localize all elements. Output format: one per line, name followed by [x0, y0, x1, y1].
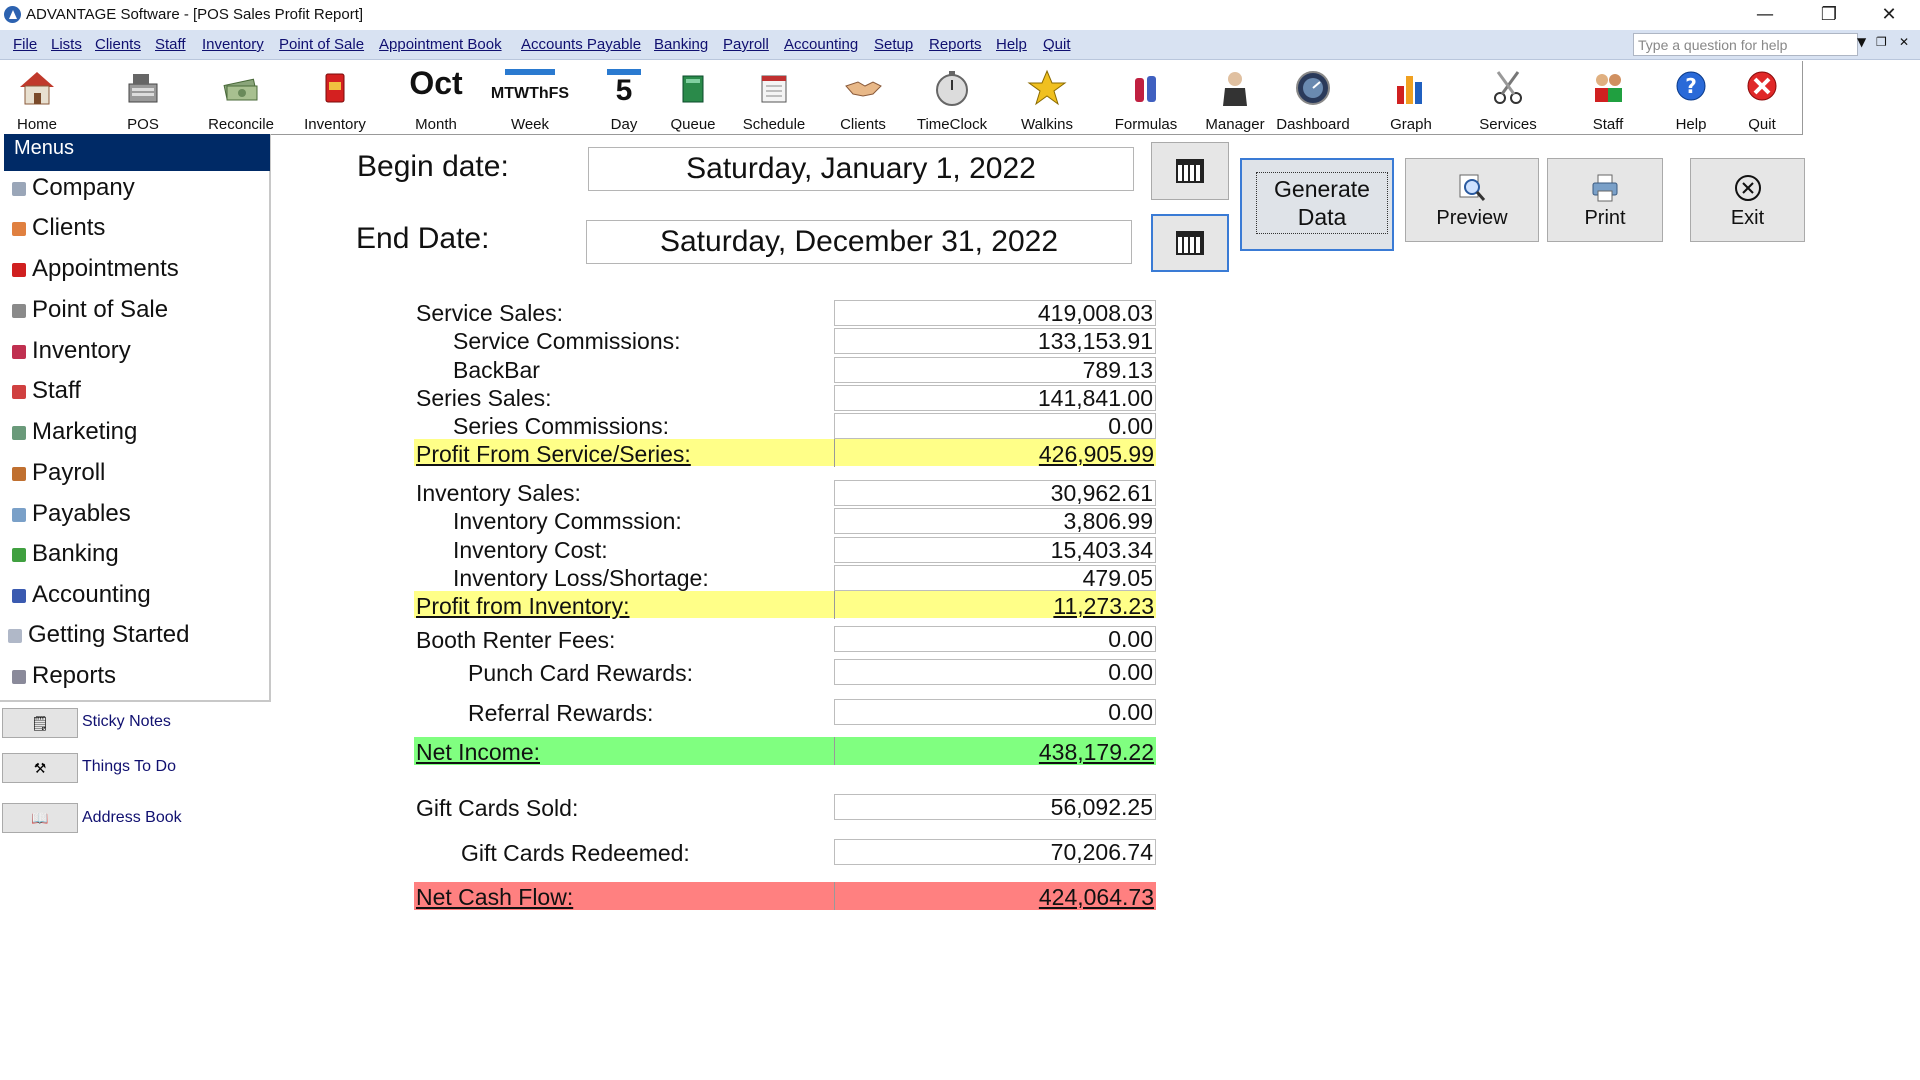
toolbar-week-button[interactable]	[490, 61, 570, 135]
generate-data-focus	[1256, 172, 1388, 234]
toolbar-home-button[interactable]	[12, 61, 62, 135]
sidebar-header: Menus	[4, 134, 270, 171]
toolbar-day-button[interactable]	[599, 61, 649, 135]
calendar-icon	[1176, 159, 1204, 183]
day-calendar-icon: 5	[615, 74, 633, 107]
month-calendar-icon: Oct	[409, 65, 463, 101]
things-to-do-link[interactable]: Things To Do	[82, 758, 176, 775]
exit-button[interactable]	[1690, 158, 1805, 242]
help-question-icon	[1671, 68, 1711, 108]
formulas-bottles-icon	[1126, 68, 1166, 108]
referral-label: Referral Rewards:	[468, 700, 654, 726]
inventory-commission-value: 3,806.99	[834, 508, 1156, 534]
sidebar-item-label: Appointments	[32, 255, 179, 282]
menu-payroll[interactable]: Payroll	[723, 36, 769, 53]
gift-redeemed-value: 70,206.74	[834, 839, 1156, 865]
sidebar-item-label: Clients	[32, 214, 106, 241]
toolbar-inventory-button[interactable]	[304, 61, 366, 135]
sidebar-item-label: Marketing	[32, 418, 138, 445]
toolbar-queue-button[interactable]	[668, 61, 718, 135]
toolbar-services-label: Services	[1479, 116, 1537, 133]
toolbar-dashboard-label: Dashboard	[1276, 116, 1350, 133]
point-of-sale-icon	[12, 304, 26, 318]
begin-date-field[interactable]: Saturday, January 1, 2022	[588, 147, 1134, 191]
sidebar-item-label: Getting Started	[28, 621, 190, 648]
walkins-star-icon	[1027, 68, 1067, 108]
sidebar-item-label: Company	[32, 174, 135, 201]
close-button[interactable]: ✕	[1881, 4, 1897, 25]
sidebar-item-label: Payables	[32, 500, 131, 527]
referral-value: 0.00	[834, 699, 1156, 725]
profit-service-value: 426,905.99	[1038, 441, 1154, 467]
toolbar-inventory-label: Inventory	[304, 116, 366, 133]
gift-sold-label: Gift Cards Sold:	[416, 795, 579, 821]
manager-person-icon	[1215, 68, 1255, 108]
sticky-notes-link[interactable]: Sticky Notes	[82, 713, 171, 730]
end-date-field[interactable]: Saturday, December 31, 2022	[586, 220, 1132, 264]
hammer-icon: ⚒	[33, 760, 47, 776]
inventory-box-icon	[315, 68, 355, 108]
net-income-value: 438,179.22	[1038, 739, 1154, 765]
toolbar-day-label: Day	[610, 116, 638, 133]
backbar-value: 789.13	[834, 357, 1156, 383]
toolbar-dashboard-button[interactable]	[1276, 61, 1350, 135]
clients-icon	[12, 222, 26, 236]
preview-button[interactable]	[1405, 158, 1539, 242]
sidebar-item-label: Banking	[32, 540, 119, 567]
toolbar-formulas-label: Formulas	[1114, 116, 1178, 133]
sidebar-item-company[interactable]	[12, 174, 135, 202]
toolbar-week-label: Week	[510, 116, 550, 133]
calendar-icon	[1176, 231, 1204, 255]
menu-reports[interactable]: Reports	[929, 36, 982, 53]
generate-data-label-1: Generate	[1274, 176, 1370, 202]
payroll-icon	[12, 467, 26, 481]
net-cash-flow-label: Net Cash Flow:	[416, 884, 574, 910]
sidebar-item-label: Accounting	[32, 581, 151, 608]
toolbar-schedule-label: Schedule	[742, 116, 806, 133]
sidebar-item-label: Payroll	[32, 459, 106, 486]
inventory-loss-label: Inventory Loss/Shortage:	[453, 565, 709, 591]
end-date-calendar-button[interactable]	[1151, 214, 1229, 272]
sidebar-item-staff[interactable]	[12, 377, 81, 405]
printer-icon	[1590, 173, 1620, 203]
toolbar-walkins-label: Walkins	[1021, 116, 1073, 133]
sidebar-item-label: Reports	[32, 662, 117, 689]
profit-service-label: Profit From Service/Series:	[416, 441, 691, 467]
minimize-button[interactable]: —	[1756, 4, 1774, 25]
menu-file[interactable]: File	[13, 36, 38, 53]
toolbar-reconcile-button[interactable]	[208, 61, 274, 135]
generate-data-label-2: Data	[1297, 204, 1347, 230]
service-commissions-value: 133,153.91	[834, 328, 1156, 354]
series-sales-label: Series Sales:	[416, 385, 552, 411]
dashboard-gauge-icon	[1293, 68, 1333, 108]
title-bar	[0, 0, 1920, 30]
end-date-label: End Date:	[356, 222, 490, 255]
toolbar-help-button[interactable]	[1666, 61, 1716, 135]
backbar-label: BackBar	[453, 357, 540, 383]
address-book-link[interactable]: Address Book	[82, 809, 182, 826]
toolbar-quit-button[interactable]	[1737, 61, 1787, 135]
sidebar-item-clients[interactable]	[12, 214, 105, 242]
handshake-icon	[843, 68, 883, 108]
toolbar-graph-button[interactable]	[1386, 61, 1436, 135]
schedule-calendar-icon	[754, 68, 794, 108]
window-title: ADVANTAGE Software - [POS Sales Profit Report]	[26, 6, 364, 23]
toolbar-reconcile-label: Reconcile	[208, 116, 274, 133]
profit-inventory-label: Profit from Inventory:	[416, 593, 630, 619]
service-sales-label: Service Sales:	[416, 300, 564, 326]
staff-people-icon	[1588, 68, 1628, 108]
toolbar-month-label: Month	[415, 116, 457, 133]
net-cash-flow-value: 424,064.73	[1038, 884, 1154, 910]
inventory-commission-label: Inventory Commssion:	[453, 508, 682, 534]
sticky-note-icon: 🗒	[31, 715, 49, 731]
toolbar-pos-button[interactable]	[118, 61, 168, 135]
sticky-notes-button[interactable]	[2, 708, 78, 738]
generate-data-button[interactable]	[1240, 158, 1394, 251]
quit-x-icon	[1742, 68, 1782, 108]
sidebar-item-inventory[interactable]	[12, 337, 131, 365]
help-dropdown-icon[interactable]: ▼	[1857, 35, 1867, 49]
menu-inventory[interactable]: Inventory	[202, 36, 264, 53]
sidebar-item-label: Inventory	[32, 337, 131, 364]
marketing-icon	[12, 426, 26, 440]
gift-sold-value: 56,092.25	[834, 794, 1156, 820]
toolbar-formulas-button[interactable]	[1114, 61, 1178, 135]
sidebar-item-accounting[interactable]	[12, 581, 151, 609]
series-commissions-label: Series Commissions:	[453, 413, 669, 439]
menu-appointment-book[interactable]: Appointment Book	[379, 36, 502, 53]
print-button[interactable]	[1547, 158, 1663, 242]
toolbar-month-button[interactable]	[411, 61, 461, 135]
sidebar-item-banking[interactable]	[12, 540, 119, 568]
toolbar-queue-label: Queue	[670, 116, 716, 133]
address-book-button[interactable]	[2, 803, 78, 833]
banking-icon	[12, 548, 26, 562]
cash-register-icon	[123, 68, 163, 108]
payables-icon	[12, 508, 26, 522]
punch-card-value: 0.00	[834, 659, 1156, 685]
print-label: Print	[1584, 207, 1626, 229]
menu-bar	[0, 30, 1920, 60]
exit-x-icon	[1733, 173, 1763, 203]
toolbar-staff-label: Staff	[1592, 116, 1624, 133]
toolbar-graph-label: Graph	[1390, 116, 1432, 133]
menu-clients[interactable]: Clients	[95, 36, 141, 53]
exit-label: Exit	[1730, 207, 1765, 229]
reports-icon	[12, 670, 26, 684]
sidebar-item-marketing[interactable]	[12, 418, 137, 446]
sidebar-item-payroll[interactable]	[12, 459, 105, 487]
accounting-icon	[12, 589, 26, 603]
sidebar-item-label: Point of Sale	[32, 296, 169, 323]
menu-accounting[interactable]: Accounting	[784, 36, 859, 53]
begin-date-calendar-button[interactable]	[1151, 142, 1229, 200]
toolbar-clients-label: Clients	[840, 116, 886, 133]
toolbar-services-button[interactable]	[1479, 61, 1537, 135]
menu-staff[interactable]: Staff	[155, 36, 186, 53]
service-commissions-label: Service Commissions:	[453, 328, 681, 354]
sidebar-item-point-of-sale[interactable]	[12, 296, 168, 324]
punch-card-label: Punch Card Rewards:	[468, 660, 693, 686]
sidebar	[0, 134, 271, 702]
mdi-close-icon[interactable]: ✕	[1899, 35, 1910, 49]
magnifier-icon	[1457, 173, 1487, 203]
toolbar-staff-button[interactable]	[1583, 61, 1633, 135]
getting-started-icon	[8, 629, 22, 643]
booth-fees-value: 0.00	[834, 626, 1156, 652]
menu-setup[interactable]: Setup	[874, 36, 914, 53]
toolbar-help-label: Help	[1675, 116, 1707, 133]
toolbar-pos-label: POS	[127, 116, 159, 133]
svg-text:?: ?	[1685, 74, 1697, 98]
week-calendar-bar	[505, 69, 555, 75]
menu-accounts-payable[interactable]: Accounts Payable	[521, 36, 642, 53]
toolbar-clients-button[interactable]	[838, 61, 888, 135]
menu-point-of-sale[interactable]: Point of Sale	[279, 36, 365, 53]
help-search-input[interactable]: Type a question for help	[1633, 33, 1858, 56]
queue-book-icon	[673, 68, 713, 108]
address-book-icon: 📖	[31, 810, 49, 826]
toolbar-manager-button[interactable]	[1205, 61, 1265, 135]
company-icon	[12, 182, 26, 196]
inventory-cost-value: 15,403.34	[834, 537, 1156, 563]
bar-graph-icon	[1391, 68, 1431, 108]
gift-redeemed-label: Gift Cards Redeemed:	[461, 840, 690, 866]
begin-date-label: Begin date:	[357, 150, 509, 183]
money-stack-icon	[221, 68, 261, 108]
preview-label: Preview	[1436, 207, 1508, 229]
inventory-icon	[12, 345, 26, 359]
toolbar-home-label: Home	[16, 116, 57, 133]
menu-banking[interactable]: Banking	[654, 36, 709, 53]
sidebar-item-appointments[interactable]	[12, 255, 179, 283]
inventory-sales-value: 30,962.61	[834, 480, 1156, 506]
booth-fees-label: Booth Renter Fees:	[416, 627, 616, 653]
home-icon	[17, 68, 57, 108]
toolbar-walkins-button[interactable]	[1022, 61, 1072, 135]
toolbar-quit-label: Quit	[1748, 116, 1776, 133]
app-logo-icon	[4, 6, 21, 23]
sidebar-item-payables[interactable]	[12, 500, 131, 528]
week-calendar-icon: MTWThFS	[490, 85, 570, 102]
sidebar-item-label: Staff	[32, 377, 81, 404]
inventory-cost-label: Inventory Cost:	[453, 537, 608, 563]
series-sales-value: 141,841.00	[834, 385, 1156, 411]
net-income-label: Net Income:	[416, 739, 540, 765]
inventory-loss-value: 479.05	[834, 565, 1156, 591]
menu-quit[interactable]: Quit	[1043, 36, 1071, 53]
service-sales-value: 419,008.03	[834, 300, 1156, 326]
restore-button[interactable]: ❐	[1820, 4, 1838, 25]
toolbar-schedule-button[interactable]	[742, 61, 806, 135]
sidebar-item-getting-started[interactable]	[8, 621, 189, 649]
toolbar-timeclock-button[interactable]	[916, 61, 988, 135]
appointments-icon	[12, 263, 26, 277]
stopwatch-icon	[932, 68, 972, 108]
inventory-sales-label: Inventory Sales:	[416, 480, 581, 506]
sidebar-item-reports[interactable]	[12, 662, 116, 690]
toolbar-timeclock-label: TimeClock	[916, 116, 988, 133]
menu-help[interactable]: Help	[996, 36, 1027, 53]
things-to-do-button[interactable]	[2, 753, 78, 783]
main-toolbar	[0, 61, 1803, 135]
profit-inventory-value: 11,273.23	[1053, 593, 1154, 619]
staff-icon	[12, 385, 26, 399]
series-commissions-value: 0.00	[834, 413, 1156, 439]
mdi-restore-icon[interactable]: ❐	[1876, 35, 1887, 49]
menu-lists[interactable]: Lists	[51, 36, 82, 53]
toolbar-manager-label: Manager	[1205, 116, 1265, 133]
scissors-icon	[1488, 68, 1528, 108]
